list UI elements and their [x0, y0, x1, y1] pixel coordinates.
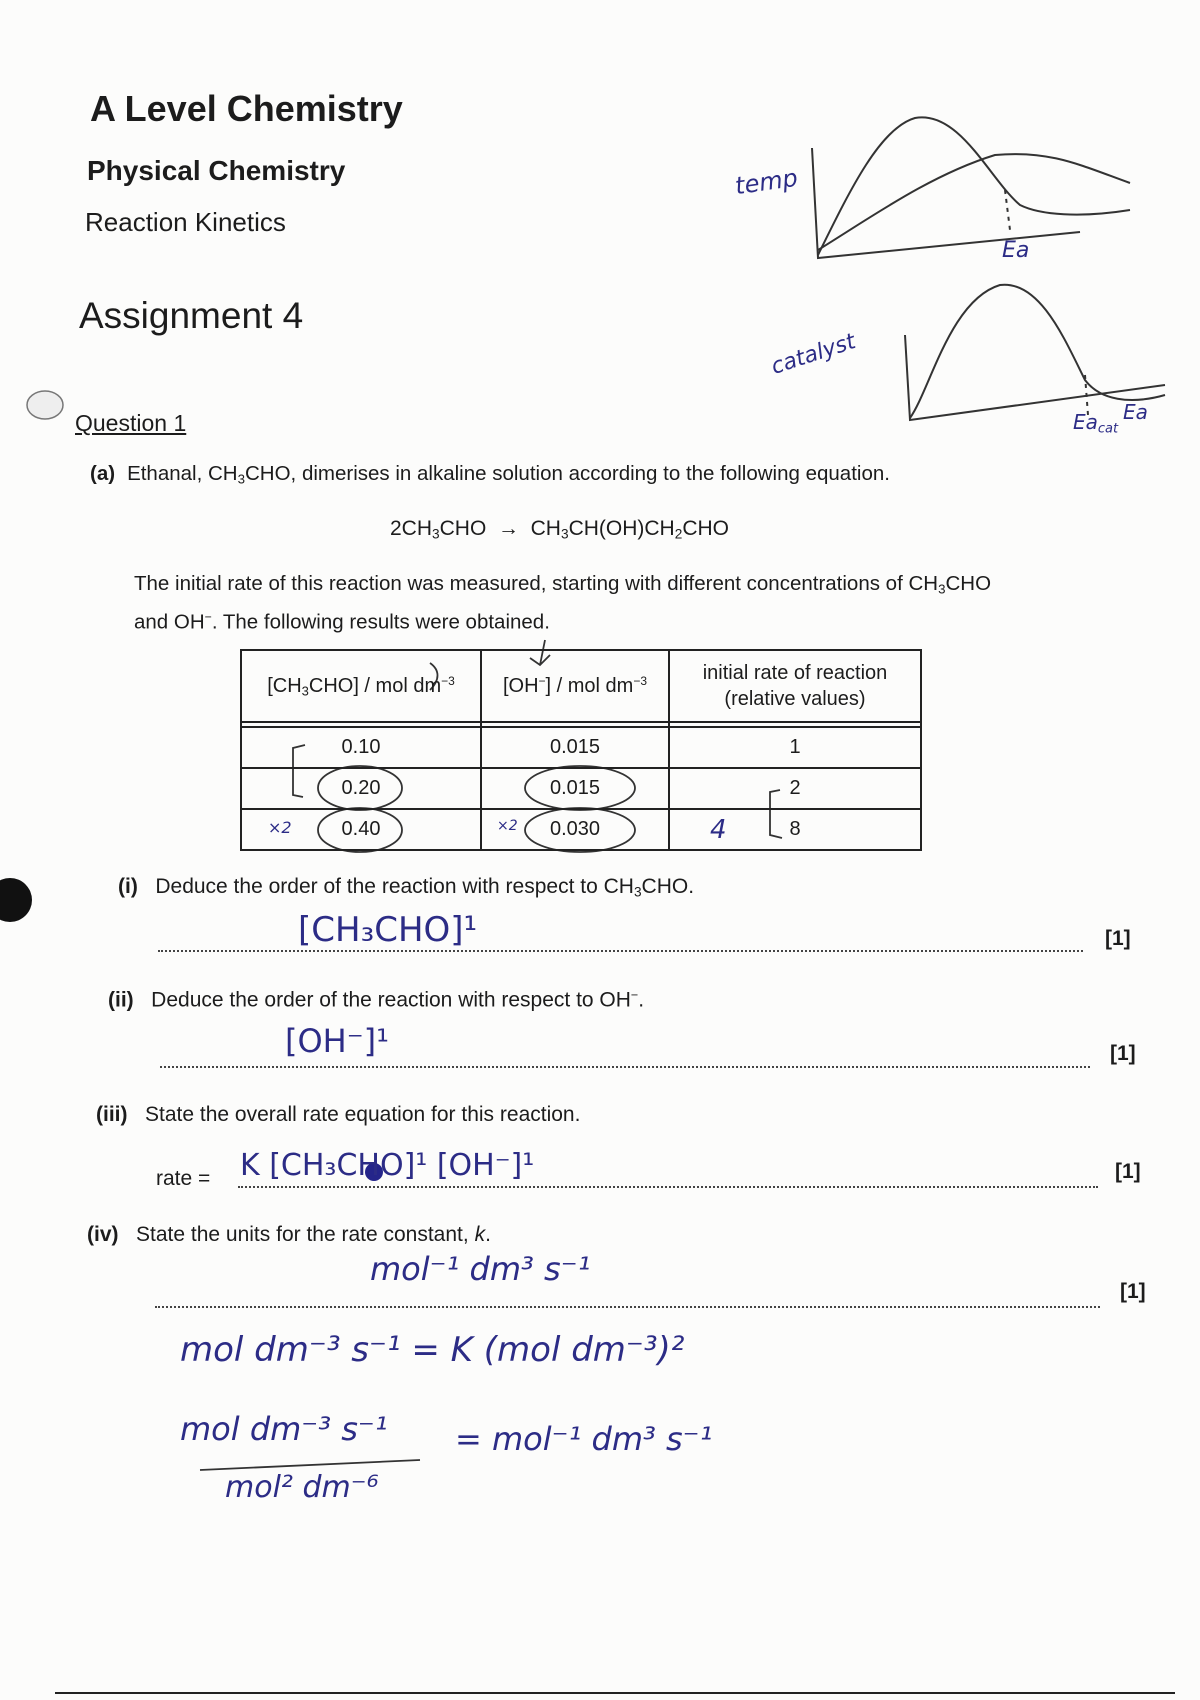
working-result: = mol⁻¹ dm³ s⁻¹ [455, 1420, 713, 1458]
mark-i: [1] [1105, 927, 1131, 950]
subject-heading: Physical Chemistry [87, 155, 346, 186]
part-i-question: (i) Deduce the order of the reaction with respect to $CH_3CHO$. [118, 875, 695, 900]
graph2-ea-label: Ea [1123, 400, 1148, 424]
cell-oh: 0.015 [481, 727, 669, 768]
working-line-1: mol dm⁻³ s⁻¹ = K (mol dm⁻³)² [180, 1330, 685, 1370]
mark-iv: [1] [1120, 1280, 1146, 1303]
header-rate: initial rate of reaction (relative values) [669, 650, 921, 722]
answer-ii: [OH⁻]¹ [285, 1022, 389, 1060]
answer-line-ii [160, 1066, 1090, 1068]
table-row [241, 768, 921, 809]
question-heading: Question 1 [75, 410, 187, 436]
cell-ch3cho: 0.40 [241, 809, 481, 850]
topic-heading: Reaction Kinetics [85, 207, 286, 237]
part-iv-question: (iv) State the units for the rate constant, k. [87, 1223, 491, 1246]
margin-circle [27, 391, 63, 419]
answer-line-iii [238, 1186, 1098, 1188]
table-row [241, 727, 921, 768]
table-row [241, 809, 921, 850]
answer-i: [CH₃CHO]¹ [298, 910, 478, 950]
cell-ch3cho: 0.10 [241, 727, 481, 768]
table-note-col1: ×2 [268, 818, 292, 837]
header-ch3cho: $[CH_3CHO]$ / mol $dm^{-3}$ [241, 650, 481, 722]
cell-oh: 0.015 [481, 768, 669, 809]
cell-ch3cho: 0.20 [241, 768, 481, 809]
answer-iii: K [CH₃CHO]¹ [OH⁻]¹ [240, 1148, 535, 1183]
table-note-col2: ×2 [497, 818, 518, 834]
cell-rate: 8 [669, 809, 921, 850]
assignment-heading: Assignment 4 [79, 295, 304, 336]
header-oh: [OH−] / mol $dm^{-3}$ [481, 650, 669, 722]
graph1-label: temp [733, 163, 800, 201]
graph1-curve-low [818, 117, 1130, 255]
rate-label: rate = [156, 1167, 211, 1190]
cell-rate: 2 [669, 768, 921, 809]
cell-oh: 0.030 [481, 809, 669, 850]
document-title: A Level Chemistry [90, 88, 403, 129]
part-a-text: (a) Ethanal, $CH_3CHO$, dimerises in alkaline solution according to the following equation. [90, 462, 890, 487]
cell-rate: 1 [669, 727, 921, 768]
answer-iv: mol⁻¹ dm³ s⁻¹ [370, 1250, 591, 1288]
graph1-axes [812, 148, 1080, 258]
graph2-curve [910, 285, 1165, 418]
mark-ii: [1] [1110, 1042, 1136, 1065]
graph1-ea-label: Ea [1002, 238, 1030, 263]
table-note-rate: 4 [710, 815, 727, 845]
part-iii-question: (iii) State the overall rate equation for this reaction. [96, 1103, 581, 1126]
fraction-bar [200, 1460, 420, 1470]
part-ii-question: (ii) Deduce the order of the reaction with respect to OH−. [108, 988, 645, 1012]
working-numerator: mol dm⁻³ s⁻¹ [180, 1410, 388, 1448]
graph1-ea-marker [1005, 190, 1010, 230]
intro-paragraph: The initial rate of this reaction was measured, starting with different concentrations of $CH_3CHO$ and OH−. The following results were obtained. [134, 572, 992, 634]
answer-line-i [158, 950, 1083, 952]
mark-iii: [1] [1115, 1160, 1141, 1183]
results-table [240, 649, 922, 851]
answer-line-iv [155, 1306, 1100, 1308]
working-denominator: mol² dm⁻⁶ [225, 1470, 379, 1505]
margin-blot [0, 878, 32, 922]
reaction-equation: $2CH_3CHO \to CH_3CH(OH)CH_2CHO$ [390, 517, 729, 542]
page-bottom-rule [55, 1692, 1175, 1694]
graph2-label: catalyst [768, 329, 859, 380]
graph2-ea-cat-label: $Ea_{cat}$ [1073, 410, 1119, 437]
